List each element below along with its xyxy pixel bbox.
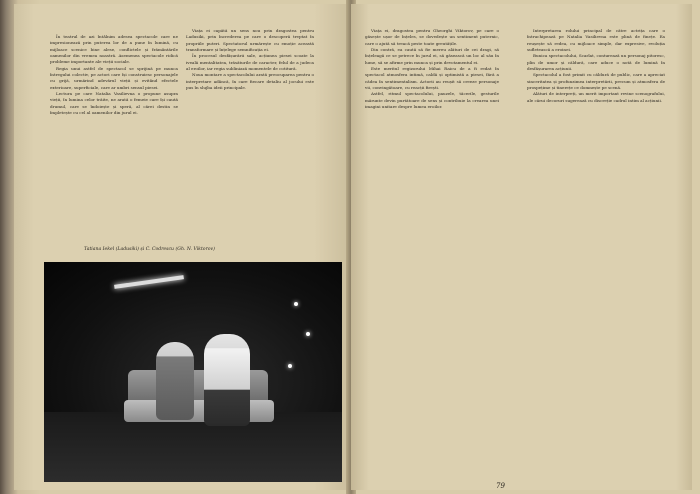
paragraph: Interpretarea rolului principal de către actrița care o întruchipează pe Natalia Vasilievna este plină de finețe. Ea reușește să redea, cu mijloace simple, dar expresive, evoluția sufletească a eroinei.	[527, 28, 665, 53]
paragraph: Alături de interpreți, un merit important revine scenografului, ale cărui decoruri sugerează cu discreție cadrul intim al acțiunii.	[527, 91, 665, 103]
left-page	[14, 4, 351, 490]
actor-figure	[204, 334, 250, 426]
stage-light	[294, 302, 298, 306]
actress-figure	[156, 342, 194, 420]
right-page	[351, 4, 692, 490]
right-column-2	[527, 28, 665, 488]
page-number: 79	[496, 482, 505, 490]
stage-light	[288, 364, 292, 368]
paragraph: Viața ei capătă un sens nou prin dragostea pentru Ladusiki, prin încrederea pe care o descoperă treptat în propriile puteri. Spectatorul urmărește cu emoție această transformare și înțelege semnificația ei.	[186, 28, 314, 53]
paragraph: Viața ei, dragostea pentru Gheorghi Viktorov, pe care o găsește ușor de înțeles, se dovedește un sentiment puternic, care o ajută să treacă peste toate greutățile.	[365, 28, 499, 46]
left-column-1	[50, 34, 178, 234]
left-column-2	[186, 28, 314, 234]
stage-photo	[44, 262, 342, 482]
paragraph: Din contră, ea caută să fie mereu alături de cei dragi, să înțeleagă ce se petrece în jurul ei, să găsească un loc al său în lume, să se afirme prin munca și prin devotamentul ei.	[365, 47, 499, 65]
stage-lamp	[114, 275, 184, 289]
paragraph: Lectura pe care Natalia Vasilievna o propune asupra vieții, în lumina celor trăite, ne arată o femeie care își caută drumul, care se îndoiește și speră, al cărei destin se împletește cu cel al oamenilor din jurul ei.	[50, 91, 178, 116]
bench	[124, 400, 274, 422]
paragraph: Noua montare a spectacolului arată preocuparea pentru o interpretare adâncă, în care fiecare detaliu al jocului este pus în slujba ideii principale.	[186, 72, 314, 91]
paragraph: Este meritul regizorului Mihai Raicu de a fi redat în spectacol atmosfera intimă, caldă și optimistă a piesei, fără a cădea în sentimentalism. Actorii au reușit să creeze personaje vii, convingătoare, cu reacții firești.	[365, 66, 499, 91]
paragraph: Astfel, ritmul spectacolului, pauzele, tăcerile, gesturile mărunte devin purtătoare de sens și contribuie la crearea unei imagini unitare despre lumea eroilor.	[365, 91, 499, 110]
paragraph: În procesul desfășurării sale, acțiunea piesei scoate la iveală mentalitatea, trăsăturile de caracter, felul de a judeca al eroilor, iar regia subliniază momentele de cotitură.	[186, 53, 314, 72]
stage-floor	[44, 412, 342, 482]
stage-light	[306, 332, 310, 336]
paragraph: Bunica spectacolului, Scarlat, conturează un personaj pitoresc, plin de umor și căldură, care aduce o notă de lumină în desfășurarea acțiunii.	[527, 53, 665, 72]
photo-caption: Tatiana Iekel (Ladusiki) și C. Codrescu (Gh. N. Viktorov)	[84, 247, 215, 252]
right-column-1	[365, 28, 499, 476]
paragraph: Spectacolul a fost primit cu căldură de public, care a apreciat sinceritatea și profunzimea interpretării, precum și atmosfera de prospețime și tinerețe ce domnește pe scenă.	[527, 72, 665, 91]
paragraph: În teatrul de azi întâlnim adesea spectacole care ne impresionează prin puterea lor de a pune în lumină, cu mijloace scenice bine alese, conflictele și frământările oamenilor din vremea noastră. Asemenea spectacole ridică probleme importante ale vieții sociale.	[50, 34, 178, 65]
paragraph: Regia unui astfel de spectacol se sprijină pe munca întregului colectiv, pe actori care își construiesc personajele cu grijă, urmărind adevărul vieții și evitând efectele exterioare, superficiale, care ar umbri sensul piesei.	[50, 65, 178, 90]
